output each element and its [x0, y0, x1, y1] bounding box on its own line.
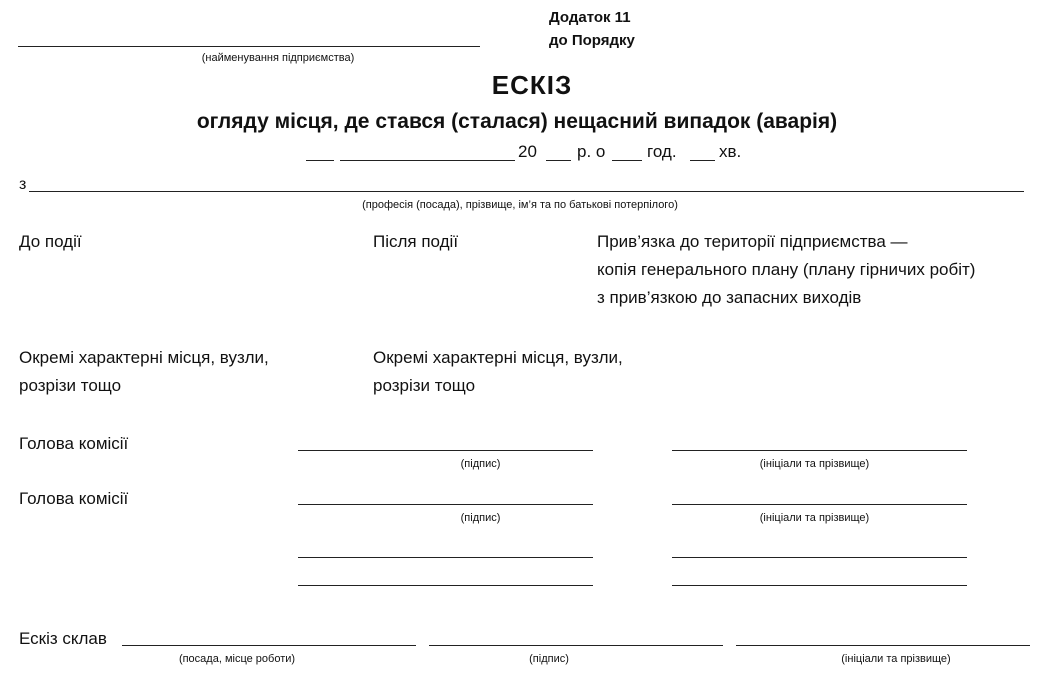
commission-head-signature-line-1[interactable]: [298, 450, 593, 451]
section-after-event: Після події: [373, 232, 459, 251]
places-after-line-2: розрізи тощо: [373, 376, 476, 395]
commission-head-label-2: Голова комісії: [19, 489, 129, 508]
section-places-after: [373, 344, 623, 400]
date-day-line[interactable]: [306, 160, 334, 161]
member-signature-line-2[interactable]: [298, 585, 593, 586]
signature-caption-1: (підпис): [460, 458, 501, 470]
document-subtitle: огляду місця, де стався (сталася) нещасний випадок (аварія): [196, 110, 838, 133]
places-after-line-1: Окремі характерні місця, вузли,: [373, 348, 623, 367]
document-title: ЕСКІЗ: [491, 70, 573, 100]
member-name-line-2[interactable]: [672, 585, 967, 586]
binding-line-2: копія генерального плану (плану гірничих робіт): [597, 260, 976, 279]
commission-head-label-1: Голова комісії: [19, 434, 129, 453]
victim-details-caption: (професія (посада), прізвище, ім’я та по батькові потерпілого): [362, 199, 678, 211]
commission-head-name-line-2[interactable]: [672, 504, 967, 505]
sketch-author-label: Ескіз склав: [19, 629, 107, 648]
date-year-line[interactable]: [546, 160, 571, 161]
footer-signature-caption: (підпис): [529, 653, 569, 665]
name-caption-1: (ініціали та прізвище): [759, 458, 870, 470]
commission-head-signature-line-2[interactable]: [298, 504, 593, 505]
footer-name-caption: (ініціали та прізвище): [841, 653, 951, 665]
section-territory-binding: [597, 228, 975, 312]
date-minutes-line[interactable]: [690, 160, 715, 161]
enterprise-name-caption: (найменування підприємства): [201, 52, 355, 64]
binding-line-3: з прив’язкою до запасних виходів: [597, 288, 862, 307]
name-caption-2: (ініціали та прізвище): [759, 512, 870, 524]
date-year-suffix: р. о: [577, 142, 606, 161]
commission-head-name-line-1[interactable]: [672, 450, 967, 451]
date-minutes-label: хв.: [719, 142, 742, 161]
date-hours-label: год.: [647, 142, 677, 161]
date-hours-line[interactable]: [612, 160, 642, 161]
sketch-author-position-line[interactable]: [122, 645, 416, 646]
appendix-number: Додаток 11: [549, 9, 631, 26]
places-before-line-1: Окремі характерні місця, вузли,: [19, 348, 269, 367]
position-caption: (посада, місце роботи): [178, 653, 296, 665]
signature-caption-2: (підпис): [460, 512, 501, 524]
date-year-prefix: 20: [518, 142, 537, 161]
sketch-author-name-line[interactable]: [736, 645, 1030, 646]
places-before-line-2: розрізи тощо: [19, 376, 122, 395]
section-places-before: [19, 344, 269, 400]
appendix-reference: до Порядку: [549, 32, 635, 49]
section-before-event: До події: [19, 232, 82, 251]
date-month-line[interactable]: [340, 160, 515, 161]
binding-line-1: Прив’язка до території підприємства —: [597, 232, 908, 251]
member-name-line-1[interactable]: [672, 557, 967, 558]
sketch-author-signature-line[interactable]: [429, 645, 723, 646]
member-signature-line-1[interactable]: [298, 557, 593, 558]
appendix-header: [549, 6, 635, 52]
enterprise-name-line[interactable]: [18, 46, 480, 47]
victim-prefix: з: [19, 176, 27, 193]
victim-details-line[interactable]: [29, 191, 1024, 192]
